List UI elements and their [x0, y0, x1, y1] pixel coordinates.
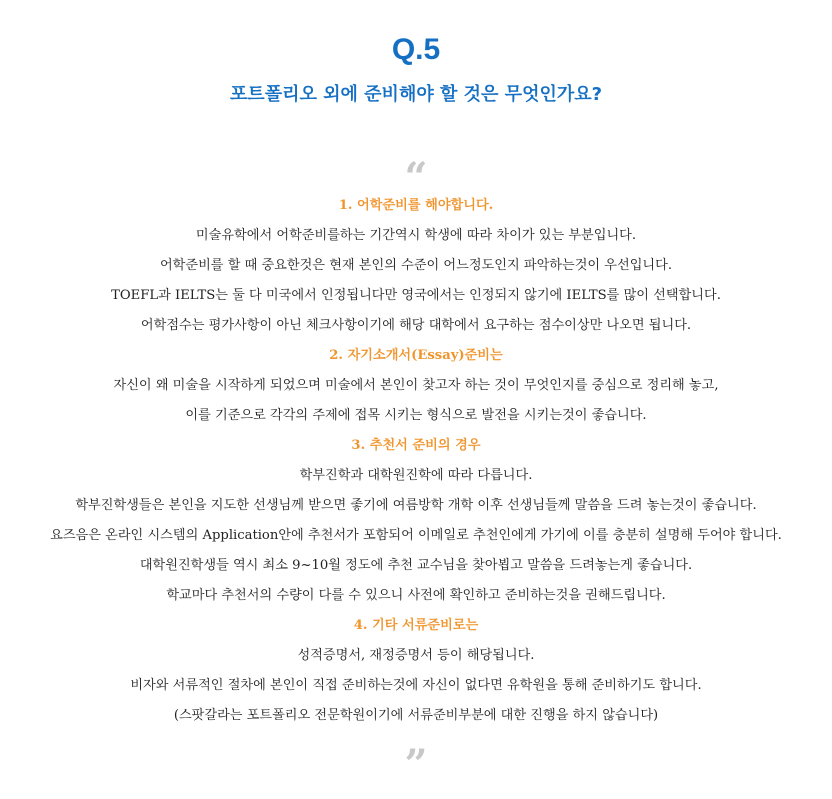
question-title: 포트폴리오 외에 준비해야 할 것은 무엇인가요? [229, 84, 603, 105]
section-3-line: 학교마다 추천서의 수량이 다를 수 있으니 사전에 확인하고 준비하는것을 권해드립니다. [166, 588, 666, 603]
section-4-line: (스팟갈라는 포트폴리오 전문학원이기에 서류준비부분에 대한 진행을 하지 않습니다) [173, 708, 659, 723]
section-2-line: 이를 기준으로 각각의 주제에 접목 시키는 형식으로 발전을 시키는것이 좋습니다. [185, 408, 647, 423]
section-1-line: 미술유학에서 어학준비를하는 기간역시 학생에 따라 차이가 있는 부분입니다. [195, 228, 637, 243]
section-4-line: 비자와 서류적인 절차에 본인이 직접 준비하는것에 자신이 없다면 유학원을 통해 준비하기도 합니다. [130, 678, 702, 693]
section-1-line: 어학준비를 할 때 중요한것은 현재 본인의 수준이 어느정도인지 파악하는것이 우선입니다. [159, 258, 673, 273]
section-2-line: 자신이 왜 미술을 시작하게 되었으며 미술에서 본인이 찾고자 하는 것이 무엇인지를 중심으로 정리해 놓고, [113, 378, 719, 393]
section-3-line: 요즈음은 온라인 시스템의 Application안에 추천서가 포함되어 이메일로 추천인에게 가기에 이를 충분히 설명해 두어야 합니다. [50, 528, 782, 543]
section-3-line: 대학원진학생들 역시 최소 9~10월 정도에 추천 교수님을 찾아뵙고 말씀을 드려놓는게 좋습니다. [139, 558, 693, 573]
section-3-line: 학부진학생들은 본인을 지도한 선생님께 받으면 좋기에 여름방학 개학 이후 선생님들께 말씀을 드려 놓는것이 좋습니다. [75, 498, 757, 513]
section-4-heading: 4. 기타 서류준비로는 [353, 618, 479, 633]
open-quote-icon: “ [404, 154, 428, 201]
section-3-heading: 3. 추천서 준비의 경우 [351, 438, 481, 453]
section-3-line: 학부진학과 대학원진학에 따라 다릅니다. [299, 468, 533, 483]
section-2-heading: 2. 자기소개서(Essay)준비는 [329, 348, 503, 363]
answer-content [0, 191, 832, 731]
question-number: Q.5 [391, 33, 441, 66]
close-quote-icon: ” [404, 741, 428, 788]
section-1-heading: 1. 어학준비를 해야합니다. [338, 198, 494, 213]
section-4-line: 성적증명서, 재정증명서 등이 해당됩니다. [297, 648, 535, 663]
section-1-line: 어학점수는 평가사항이 아닌 체크사항이기에 해당 대학에서 요구하는 점수이상만 나오면 됩니다. [140, 318, 692, 333]
section-1-line: TOEFL과 IELTS는 둘 다 미국에서 인정됩니다만 영국에서는 인정되지 않기에 IELTS를 많이 선택합니다. [111, 288, 721, 303]
